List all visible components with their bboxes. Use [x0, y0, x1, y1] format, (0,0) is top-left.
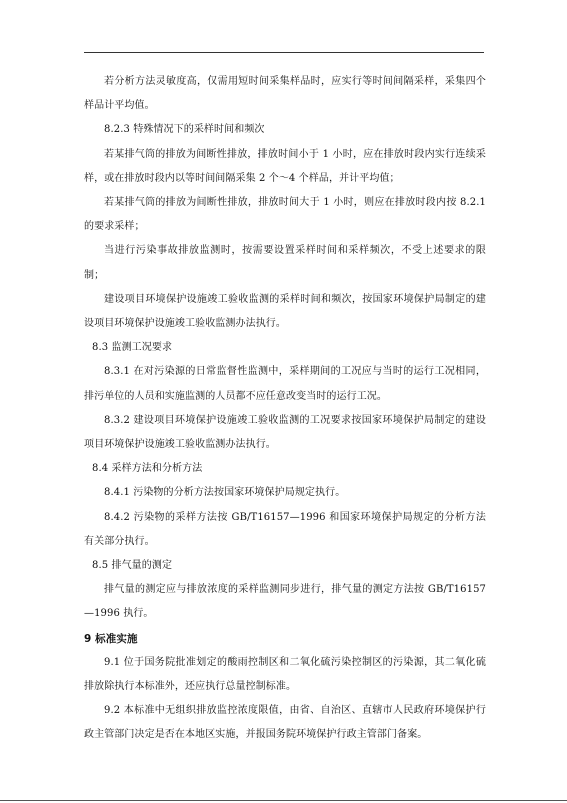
paragraph: 8.3.2 建设项目环境保护设施竣工验收监测的工况要求按国家环境保护局制定的建设项目环境保护设施竣工验收监测办法执行。	[84, 414, 486, 451]
paragraph: 8.4.1 污染物的分析方法按国家环境保护局规定执行。	[104, 487, 346, 499]
paragraph: 建设项目环境保护设施竣工验收监测的采样时间和频次，按国家环境保护局制定的建设项目环境保护设施竣工验收监测办法执行。	[84, 293, 486, 330]
section-heading-8-5: 8.5 排气量的测定	[92, 560, 173, 572]
paragraph: 9.2 本标准中无组织排放监控浓度限值，由省、自治区、直辖市人民政府环境保护行政主管部门决定是否在本地区实施，并报国务院环境保护行政主管部门备案。	[84, 705, 486, 741]
header-rule	[84, 52, 484, 53]
paragraph: 8.3.1 在对污染源的日常监督性监测中，采样期间的工况应与当时的运行工况相同，排污单位的人员和实施监测的人员都不应任意改变当时的运行工况。	[84, 366, 486, 402]
section-heading-9: 9 标准实施	[84, 632, 138, 645]
paragraph: 8.4.2 污染物的采样方法按 GB/T16157—1996 和国家环境保护局规定的分析方法有关部分执行。	[84, 511, 486, 547]
paragraph: 若分析方法灵敏度高，仅需用短时间采集样品时，应实行等时间间隔采样，采集四个样品计平均值。	[84, 76, 486, 112]
paragraph: 9.1 位于国务院批准划定的酸雨控制区和二氧化硫污染控制区的污染源，其二氧化硫排放除执行本标准外，还应执行总量控制标准。	[84, 656, 486, 693]
paragraph: 当进行污染事故排放监测时，按需要设置采样时间和采样频次，不受上述要求的限制；	[84, 245, 486, 281]
paragraph: 若某排气筒的排放为间断性排放，排放时间小于 1 小时，应在排放时段内实行连续采样，或在排放时段内以等时间间隔采集 2 个～4 个样品，并计平均值；	[84, 148, 486, 184]
paragraph: 若某排气筒的排放为间断性排放，排放时间大于 1 小时，则应在排放时段内按 8.2.1 的要求采样；	[84, 197, 486, 233]
paragraph: 排气量的测定应与排放浓度的采样监测同步进行，排气量的测定方法按 GB/T16157—1996 执行。	[84, 584, 486, 620]
section-heading-8-3: 8.3 监测工况要求	[92, 342, 173, 354]
footer-rule	[0, 800, 567, 801]
section-heading-8-4: 8.4 采样方法和分析方法	[92, 463, 203, 475]
section-heading-8-2-3: 8.2.3 特殊情况下的采样时间和频次	[104, 124, 265, 136]
document-body	[84, 70, 486, 748]
